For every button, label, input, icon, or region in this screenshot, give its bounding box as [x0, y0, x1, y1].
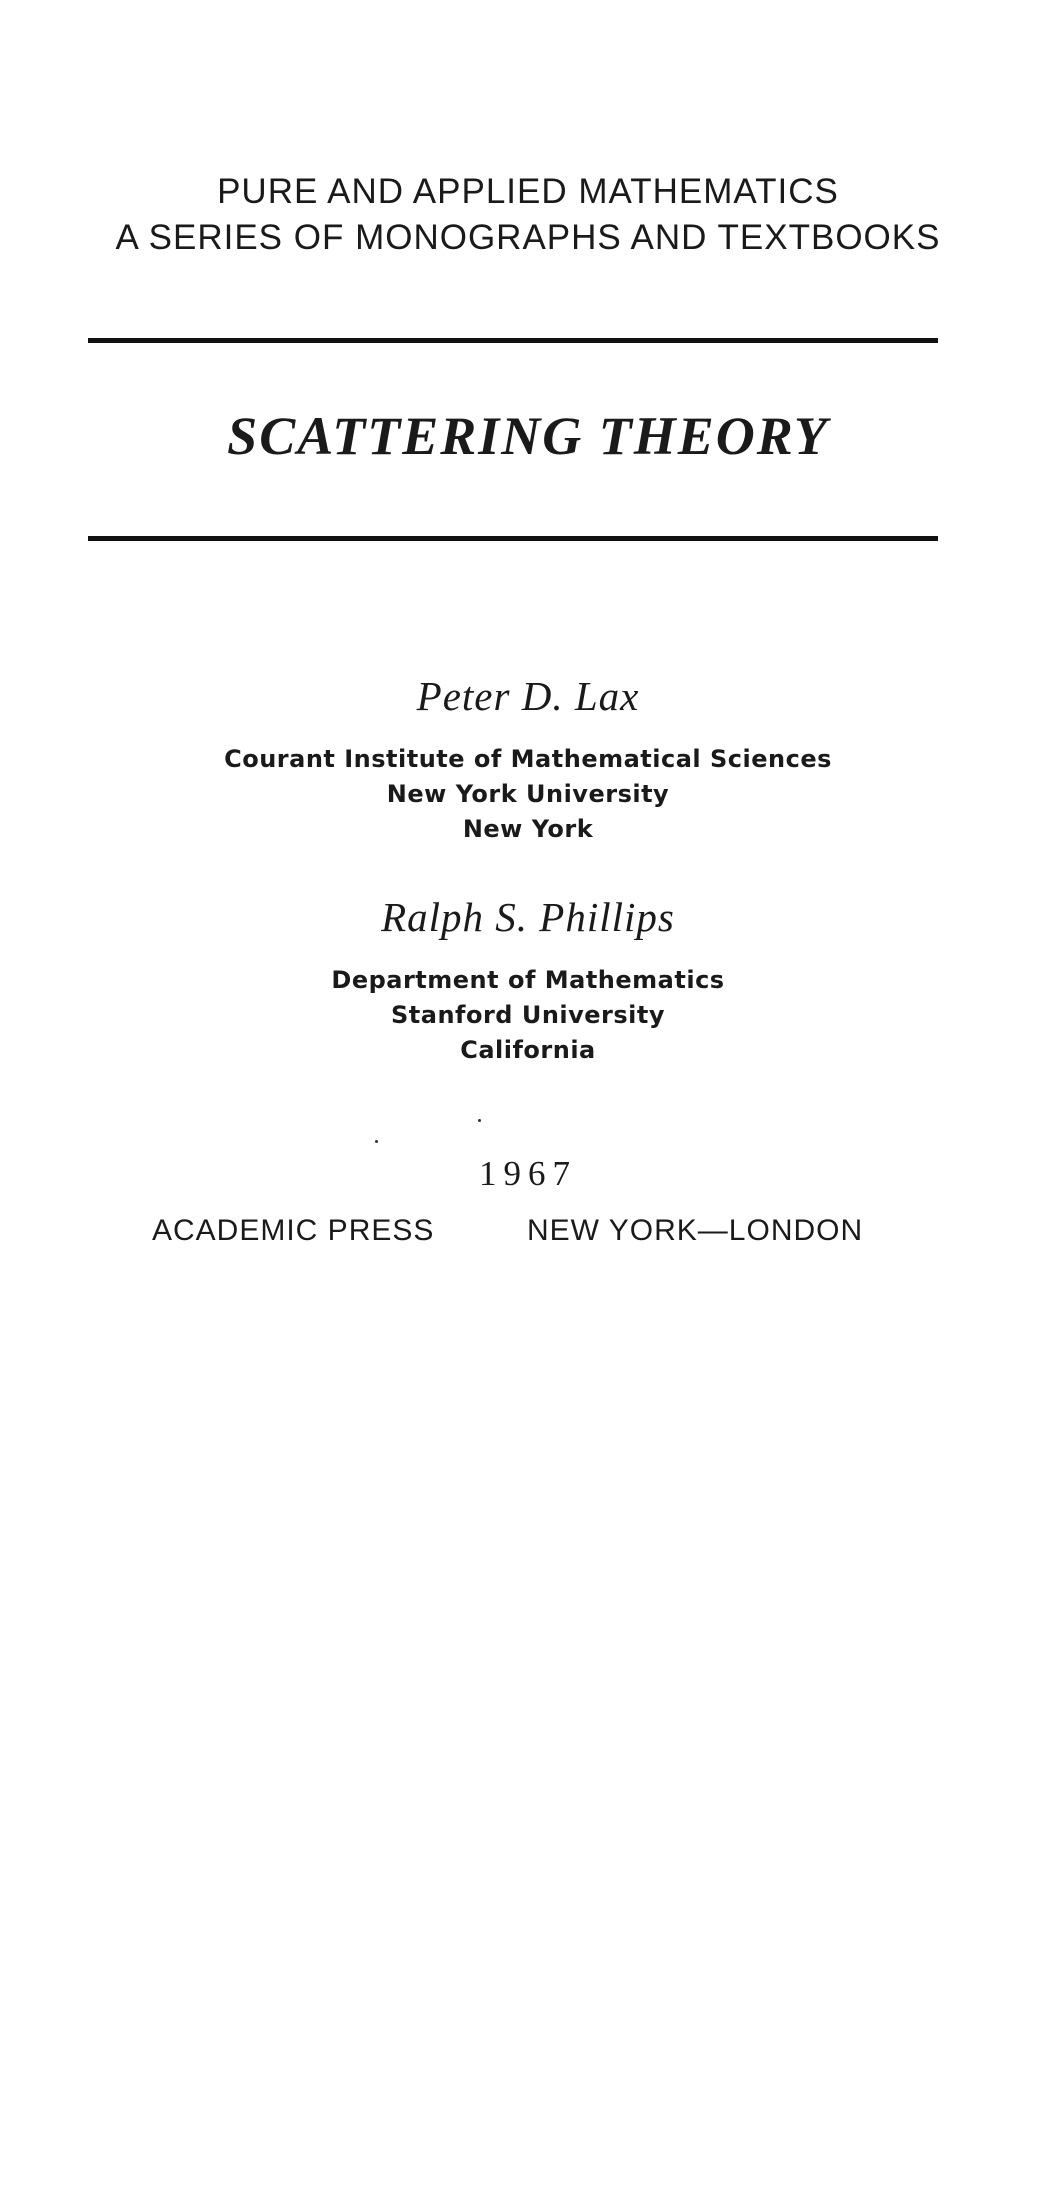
- author-affiliation-line: New York University: [386, 780, 670, 808]
- publication-year: 1967: [479, 1154, 577, 1193]
- series-subtitle: A SERIES OF MONOGRAPHS AND TEXTBOOKS: [115, 218, 941, 257]
- author-affiliation-line: Courant Institute of Mathematical Sciences: [224, 745, 832, 773]
- bottom-rule-divider: [88, 536, 938, 541]
- author-name-lax: Peter D. Lax: [416, 673, 640, 719]
- top-rule-divider: [88, 338, 938, 343]
- book-title: SCATTERING THEORY: [227, 406, 829, 466]
- author-name-phillips: Ralph S. Phillips: [381, 894, 675, 940]
- series-name: PURE AND APPLIED MATHEMATICS: [217, 172, 839, 211]
- author-affiliation-line: California: [460, 1036, 596, 1064]
- print-speck: [375, 1140, 378, 1143]
- print-speck: [478, 1119, 481, 1122]
- publisher-name: ACADEMIC PRESS: [152, 1214, 435, 1247]
- publisher-places: NEW YORK—LONDON: [527, 1214, 864, 1247]
- author-affiliation-line: Stanford University: [390, 1001, 666, 1029]
- author-affiliation-line: New York: [462, 815, 594, 843]
- author-affiliation-line: Department of Mathematics: [331, 966, 725, 994]
